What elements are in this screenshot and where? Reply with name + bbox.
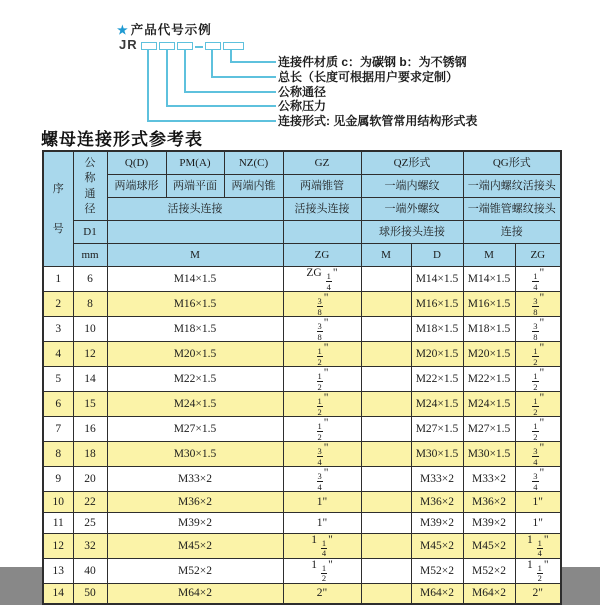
table-cell: 25	[73, 512, 107, 533]
table-cell: M22×1.5	[411, 367, 463, 392]
header-qg-zg: ZG	[515, 244, 561, 267]
table-cell	[361, 467, 411, 492]
table-cell: 15	[73, 392, 107, 417]
table-cell: $\frac{3}{8}$ "	[283, 317, 361, 342]
header-zg: ZG	[283, 244, 361, 267]
table-cell: 1"	[515, 512, 561, 533]
table-cell: $\frac{1}{2}$ "	[515, 417, 561, 442]
table-cell: M30×1.5	[411, 442, 463, 467]
table-cell: M24×1.5	[107, 392, 283, 417]
table-cell: 22	[73, 492, 107, 513]
table-cell: M22×1.5	[107, 367, 283, 392]
header-col-pma: PM(A)	[166, 151, 224, 175]
table-cell: 1"	[283, 492, 361, 513]
table-cell: 1 $\frac{1}{2}$ "	[283, 558, 361, 583]
table-cell: 11	[43, 512, 73, 533]
table-cell: 7	[43, 417, 73, 442]
table-cell	[361, 417, 411, 442]
table-cell: M18×1.5	[107, 317, 283, 342]
table-cell: M33×2	[411, 467, 463, 492]
table-cell: $\frac{3}{8}$ "	[515, 292, 561, 317]
code-label-pressure: 公称压力	[278, 99, 327, 113]
table-cell: 50	[73, 583, 107, 604]
table-cell: M20×1.5	[411, 342, 463, 367]
star-icon: ★	[117, 23, 129, 37]
table-cell: $\frac{1}{2}$ "	[515, 342, 561, 367]
table-cell: $\frac{3}{8}$ "	[283, 292, 361, 317]
header-mm: mm	[73, 244, 107, 267]
header-blank-left	[107, 221, 283, 244]
table-cell: $\frac{3}{8}$ "	[515, 317, 561, 342]
table-cell	[361, 342, 411, 367]
table-cell: 18	[73, 442, 107, 467]
table-cell: M16×1.5	[411, 292, 463, 317]
table-cell: M20×1.5	[463, 342, 515, 367]
table-cell: M22×1.5	[463, 367, 515, 392]
table-row	[43, 392, 561, 417]
table-row	[43, 533, 561, 558]
table-row	[43, 317, 561, 342]
table-cell: 16	[73, 417, 107, 442]
table-cell	[361, 492, 411, 513]
table-cell: 5	[43, 367, 73, 392]
header-d1: D1	[73, 221, 107, 244]
table-cell: M24×1.5	[411, 392, 463, 417]
table-cell: M24×1.5	[463, 392, 515, 417]
code-label-material: 连接件材质 c：为碳钢 b：为不锈钢	[278, 55, 467, 69]
header-col-qd: Q(D)	[107, 151, 166, 175]
table-cell: M27×1.5	[463, 417, 515, 442]
header-qz-m: M	[361, 244, 411, 267]
table-cell: M64×2	[463, 583, 515, 604]
table-cell: M14×1.5	[107, 267, 283, 292]
table-cell: $\frac{3}{4}$ "	[283, 467, 361, 492]
connector-line	[211, 50, 213, 77]
table-cell: 1"	[515, 492, 561, 513]
table-cell	[361, 512, 411, 533]
table-cell: M45×2	[411, 533, 463, 558]
table-cell: M39×2	[107, 512, 283, 533]
table-row	[43, 558, 561, 583]
table-cell: 20	[73, 467, 107, 492]
table-row	[43, 292, 561, 317]
table-cell	[361, 292, 411, 317]
table-cell	[361, 558, 411, 583]
table-cell: M64×2	[411, 583, 463, 604]
table-cell: $\frac{1}{2}$ "	[283, 417, 361, 442]
table-cell: M33×2	[107, 467, 283, 492]
header-qg-desc: 一端内螺纹活接头	[463, 175, 561, 198]
table-cell: M18×1.5	[463, 317, 515, 342]
table-cell: M36×2	[107, 492, 283, 513]
table-cell: 9	[43, 467, 73, 492]
header-blank-gz	[283, 221, 361, 244]
table-cell: M16×1.5	[463, 292, 515, 317]
table-cell: $\frac{1}{4}$ "	[515, 267, 561, 292]
table-cell: 6	[43, 392, 73, 417]
connector-line	[184, 91, 276, 93]
table-cell: ZG $\frac{1}{4}$ "	[283, 267, 361, 292]
header-col-qg: QG形式	[463, 151, 561, 175]
table-cell: 32	[73, 533, 107, 558]
table-row	[43, 367, 561, 392]
code-label-diameter: 公称通径	[278, 85, 327, 99]
table-cell: 1"	[283, 512, 361, 533]
table-row	[43, 467, 561, 492]
header-nzc-desc: 两端内锥	[224, 175, 283, 198]
table-cell: M16×1.5	[107, 292, 283, 317]
product-code-prefix: JR	[119, 37, 138, 52]
table-row	[43, 417, 561, 442]
table-cell: 13	[43, 558, 73, 583]
connector-line	[166, 105, 276, 107]
header-qz-external-thread: 一端外螺纹	[361, 198, 463, 221]
table-cell: $\frac{1}{2}$ "	[515, 392, 561, 417]
table-cell: 14	[43, 583, 73, 604]
table-cell: M30×1.5	[107, 442, 283, 467]
code-dash	[195, 46, 203, 48]
connector-line	[147, 120, 276, 122]
connector-line	[184, 50, 186, 92]
table-body	[43, 267, 561, 604]
code-box-3	[177, 42, 193, 50]
code-label-length: 总长（长度可根据用户要求定制）	[278, 70, 459, 84]
connector-line	[166, 50, 168, 106]
table-cell: 2"	[515, 583, 561, 604]
table-cell: 10	[43, 492, 73, 513]
table-cell: $\frac{3}{4}$ "	[515, 467, 561, 492]
connector-line	[147, 50, 149, 121]
header-gz-union-connect: 活接头连接	[283, 198, 361, 221]
table-cell	[361, 367, 411, 392]
reference-table-wrap	[42, 150, 562, 605]
header-col-gz: GZ	[283, 151, 361, 175]
table-cell: M45×2	[463, 533, 515, 558]
table-row	[43, 512, 561, 533]
table-cell: 6	[73, 267, 107, 292]
header-qz-d: D	[411, 244, 463, 267]
table-cell: M52×2	[463, 558, 515, 583]
table-title: 螺母连接形式参考表	[41, 130, 203, 150]
table-row	[43, 583, 561, 604]
product-code-example-title	[117, 20, 212, 38]
table-cell: M20×1.5	[107, 342, 283, 367]
header-seq: 序 号	[43, 151, 73, 267]
table-cell: $\frac{1}{2}$ "	[283, 367, 361, 392]
table-cell: M45×2	[107, 533, 283, 558]
table-cell: M14×1.5	[463, 267, 515, 292]
table-cell: M27×1.5	[107, 417, 283, 442]
header-qg-taper-thread: 一端锥管螺纹接头	[463, 198, 561, 221]
table-cell: 14	[73, 367, 107, 392]
nut-connection-table	[42, 150, 562, 605]
table-cell: $\frac{3}{4}$ "	[283, 442, 361, 467]
table-cell: $\frac{3}{4}$ "	[515, 442, 561, 467]
table-cell: $\frac{1}{2}$ "	[283, 342, 361, 367]
table-cell: M14×1.5	[411, 267, 463, 292]
table-cell: 2	[43, 292, 73, 317]
table-cell: 12	[73, 342, 107, 367]
table-cell: M36×2	[463, 492, 515, 513]
header-pma-desc: 两端平面	[166, 175, 224, 198]
table-cell: 4	[43, 342, 73, 367]
table-cell: M52×2	[411, 558, 463, 583]
table-cell: 1 $\frac{1}{2}$ "	[515, 558, 561, 583]
table-row	[43, 442, 561, 467]
table-cell	[361, 583, 411, 604]
table-cell: 2"	[283, 583, 361, 604]
table-cell: 40	[73, 558, 107, 583]
table-cell: M33×2	[463, 467, 515, 492]
table-cell: $\frac{1}{2}$ "	[515, 367, 561, 392]
table-cell	[361, 442, 411, 467]
header-qd-desc: 两端球形	[107, 175, 166, 198]
header-qg-connect: 连接	[463, 221, 561, 244]
code-box-4	[205, 42, 221, 50]
connector-line	[211, 76, 276, 78]
product-code-example-label: 产品代号示例	[130, 23, 212, 37]
table-row	[43, 267, 561, 292]
header-union-connect: 活接头连接	[107, 198, 283, 221]
table-cell	[361, 317, 411, 342]
table-cell: M39×2	[411, 512, 463, 533]
code-box-2	[159, 42, 175, 50]
connector-line	[230, 61, 276, 63]
table-cell: 8	[73, 292, 107, 317]
table-cell: 10	[73, 317, 107, 342]
table-row	[43, 342, 561, 367]
code-box-1	[141, 42, 157, 50]
table-cell: M52×2	[107, 558, 283, 583]
header-qz-desc: 一端内螺纹	[361, 175, 463, 198]
code-box-5	[223, 42, 244, 50]
header-nominal-diameter: 公 称 通 径	[73, 151, 107, 221]
table-cell	[361, 392, 411, 417]
header-col-nzc: NZ(C)	[224, 151, 283, 175]
header-qz-ball-connect: 球形接头连接	[361, 221, 463, 244]
table-cell: 3	[43, 317, 73, 342]
table-cell	[361, 533, 411, 558]
table-cell: 12	[43, 533, 73, 558]
table-cell: M18×1.5	[411, 317, 463, 342]
table-cell	[361, 267, 411, 292]
table-row	[43, 492, 561, 513]
table-cell: M36×2	[411, 492, 463, 513]
header-col-qz: QZ形式	[361, 151, 463, 175]
table-cell: 1 $\frac{1}{4}$ "	[515, 533, 561, 558]
table-cell: M27×1.5	[411, 417, 463, 442]
code-label-connection: 连接形式: 见金属软管常用结构形式表	[278, 114, 478, 128]
table-cell: M30×1.5	[463, 442, 515, 467]
table-cell: 8	[43, 442, 73, 467]
table-cell: $\frac{1}{2}$ "	[283, 392, 361, 417]
table-cell: M64×2	[107, 583, 283, 604]
table-cell: 1 $\frac{1}{4}$ "	[283, 533, 361, 558]
table-header	[43, 151, 561, 267]
table-cell: 1	[43, 267, 73, 292]
header-m: M	[107, 244, 283, 267]
header-qg-m: M	[463, 244, 515, 267]
table-cell: M39×2	[463, 512, 515, 533]
header-gz-desc: 两端锥管	[283, 175, 361, 198]
